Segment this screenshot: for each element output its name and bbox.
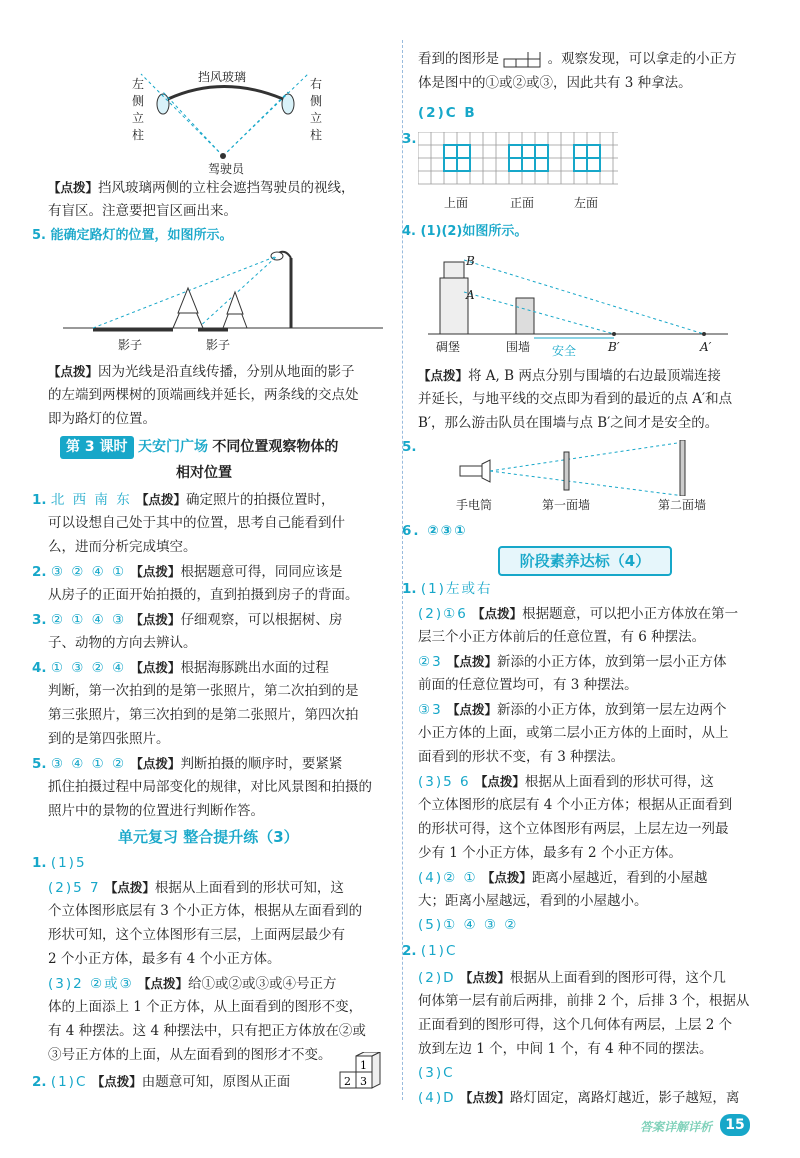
text-line: B′，那么游击队员在围墙与点 B′之间才是安全的。	[418, 415, 719, 431]
text-line: ③号正方体的上面，从左面看到的图形才不变。	[48, 1047, 332, 1063]
stage-1-5: (3)5 6 【点拨】根据从上面看到的形状可得，这	[418, 774, 714, 790]
stage-2-4: (4)D 【点拨】路灯固定，离路灯越近，影子越短，离	[418, 1090, 740, 1106]
wall1-label: 第一面墙	[542, 498, 591, 512]
tip-1: 【点拨】挡风玻璃两侧的立柱会遮挡驾驶员的视线，	[48, 180, 355, 196]
tip-2: 【点拨】因为光线是沿直线传播，分别从地面的影子	[48, 364, 355, 380]
stage-1-3: ②3 【点拨】新添的小正方体，放到第一层小正方体	[418, 654, 727, 670]
question-5: 5. 能确定路灯的位置，如图所示。	[32, 228, 233, 243]
text-line: 正面看到的图形可得，这个几何体有两层，上层 2 个	[418, 1017, 733, 1033]
windshield-label: 挡风玻璃	[198, 70, 247, 84]
text-line: 子、动物的方向去辨认。	[48, 635, 197, 651]
text-line: 到的是第四张照片。	[48, 731, 170, 747]
text-line: 小正方体的上面，或第二层小正方体的上面时，从上	[418, 725, 729, 741]
answer-1: 1. 北 西 南 东 【点拨】确定照片的拍摄位置时，	[32, 492, 335, 508]
tip-4: 【点拨】将 A, B 两点分别与围墙的右边最顶端连接	[418, 368, 721, 384]
cube-label: 1	[360, 1059, 367, 1072]
point-A-prime: A′	[700, 340, 712, 354]
stage-1-6: (4)② ① 【点拨】距离小屋越近，看到的小屋越	[418, 870, 708, 886]
review-1-3: (3)2 ②或③ 【点拨】给①或②或③或④号正方	[48, 976, 337, 992]
text-line: 看到的图形是 。观察发现，可以拿走的小正方	[418, 51, 737, 67]
view-grid	[418, 132, 618, 186]
stage-1: 1. (1)左或右	[402, 581, 493, 597]
wall2-label: 第二面墙	[658, 498, 707, 512]
question-4: 4. (1)(2)如图所示。	[402, 224, 528, 239]
question-6: 6. ②③①	[402, 523, 468, 539]
text-line: 有盲区。注意要把盲区画出来。	[48, 203, 237, 219]
review-1-2: (2)5 7 【点拨】根据从上面看到的形状可知，这	[48, 880, 344, 896]
text-line: 何体第一层有前后两排，前排 2 个，后排 3 个，根据从	[418, 993, 750, 1009]
stage-1-4: ③3 【点拨】新添的小正方体，放到第一层左边两个	[418, 702, 727, 718]
cube-figure	[338, 1052, 388, 1096]
text-line: 个立体图形的底层有 4 个小正方体；根据从正面看到	[418, 797, 733, 813]
stage-2-2: (2)D 【点拨】根据从上面看到的图形可得，这个几	[418, 970, 726, 986]
text-line: 第三张照片，第三次拍到的是第二张照片，第四次拍	[48, 707, 359, 723]
wall-label: 围墙	[506, 340, 531, 354]
review-title: 单元复习 整合提升练（3）	[118, 828, 299, 846]
text-line: 有 4 种摆法。这 4 种摆法中，只有把正方体放在②或	[48, 1023, 366, 1039]
left-pillar-label: 左侧立柱	[132, 77, 145, 142]
cube-label: 3	[360, 1075, 367, 1088]
flashlight-label: 手电筒	[456, 498, 493, 512]
lesson-chip: 第 3 课时	[60, 436, 134, 459]
driver-label: 驾驶员	[208, 162, 245, 176]
lesson-title: 不同位置观察物体的	[212, 439, 339, 455]
text-line: 前面的任意位置均可，有 3 种摆法。	[418, 677, 638, 693]
answer-5: 5. ③ ④ ① ② 【点拨】判断拍摄的顺序时，要紧紧	[32, 756, 343, 772]
answer-2: 2. ③ ② ④ ① 【点拨】根据题意可得，同同应该是	[32, 564, 343, 580]
point-B-prime: B′	[608, 340, 620, 354]
answer-4: 4. ① ③ ② ④ 【点拨】根据海豚跳出水面的过程	[32, 660, 329, 676]
review-1: 1. (1)5	[32, 855, 87, 871]
shadow-label-1: 影子	[118, 338, 143, 352]
text-line: 体的上面添上 1 个正方体，从上面看到的图形不变，	[48, 999, 363, 1015]
answer-2-2: (2)C B	[418, 105, 477, 121]
lesson-subtitle: 天安门广场	[137, 439, 208, 455]
text-line: 抓住拍摄过程中局部变化的规律，对比风景图和拍摄的	[48, 779, 372, 795]
stage-2: 2. (1)C	[402, 943, 458, 959]
text-line: 可以设想自己处于其中的位置，思考自己能看到什	[48, 515, 345, 531]
text-line: 的形状可得，这个立体图形有两层，上层左边一列最	[418, 821, 729, 837]
grid-label-front: 正面	[510, 196, 535, 210]
text-line: 么，进而分析完成填空。	[48, 539, 197, 555]
street-lamp-diagram	[63, 248, 383, 348]
stage-title: 阶段素养达标（4）	[498, 546, 672, 576]
text-line: 形状可知，这个立体图形有三层，上面两层最少有	[48, 927, 345, 943]
question-5-num: 5.	[402, 439, 417, 455]
grid-label-top: 上面	[444, 196, 469, 210]
text-line: 放到左边 1 个，中间 1 个，有 4 种不同的摆法。	[418, 1041, 713, 1057]
text-line: 2 个小正方体，最多有 4 个小正方体。	[48, 951, 281, 967]
stage-1-2: (2)①6 【点拨】根据题意，可以把小正方体放在第一	[418, 606, 739, 622]
stage-1-7: (5)① ④ ③ ②	[418, 917, 519, 933]
text-line: 的左端到两棵树的顶端画线并延长，两条线的交点处	[48, 387, 359, 403]
grid-label-left: 左面	[574, 196, 599, 210]
text-line: 层三个小正方体前后的任意位置，有 6 种摆法。	[418, 629, 706, 645]
stage-2-3: (3)C	[418, 1065, 455, 1081]
point-B: B	[466, 254, 475, 268]
text-line: 大；距离小屋越远，看到的小屋越小。	[418, 893, 648, 909]
text-line: 体是图中的①或②或③，因此共有 3 种拿法。	[418, 75, 692, 91]
point-A: A	[466, 288, 475, 302]
text-line: 少有 1 个小正方体，最多有 2 个小正方体。	[418, 845, 682, 861]
lesson-banner	[60, 436, 338, 459]
lesson-title-2: 相对位置	[176, 465, 232, 481]
text-line: 并延长，与地平线的交点即为看到的最近的点 A′和点	[418, 391, 733, 407]
answer-3: 3. ② ① ④ ③ 【点拨】仔细观察，可以根据树、房	[32, 612, 343, 628]
shadow-label-2: 影子	[206, 338, 231, 352]
question-3-num: 3.	[402, 131, 417, 147]
text-line: 判断，第一次拍到的是第一张照片，第二次拍到的是	[48, 683, 359, 699]
text-line: 面看到的形状不变，有 3 种摆法。	[418, 749, 625, 765]
right-pillar-label: 右侧立柱	[310, 77, 323, 142]
footer-label: 答案详解详析	[640, 1120, 713, 1134]
text-line: 个立体图形底层有 3 个小正方体，根据从左面看到的	[48, 903, 363, 919]
cube-label: 2	[344, 1075, 351, 1088]
flashlight-diagram	[448, 440, 728, 496]
shape-icon	[503, 52, 543, 68]
castle-label: 碉堡	[436, 340, 461, 354]
review-2: 2. (1)C 【点拨】由题意可知，原图从正面	[32, 1074, 291, 1090]
safe-label: 安全	[552, 344, 577, 358]
text-line: 从房子的正面开始拍摄的，直到拍摄到房子的背面。	[48, 587, 359, 603]
text-line: 即为路灯的位置。	[48, 411, 156, 427]
text-line: 照片中的景物的位置进行判断作答。	[48, 803, 264, 819]
page-number: 15	[720, 1114, 750, 1136]
